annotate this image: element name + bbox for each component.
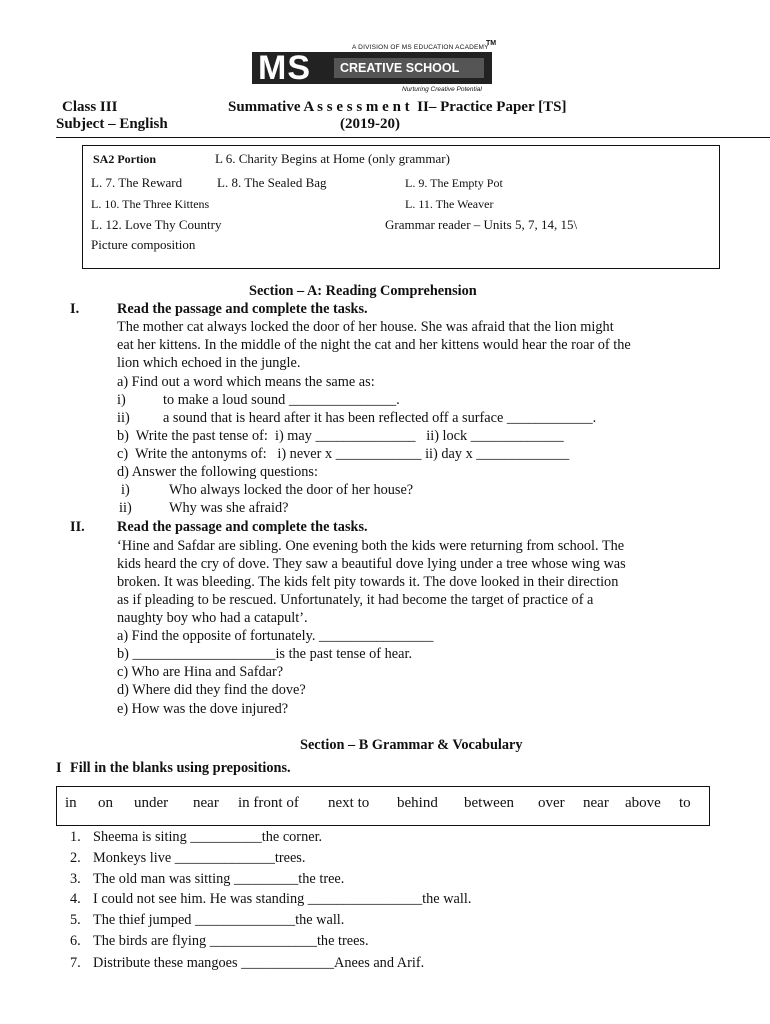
section-b-q-number: I: [56, 760, 62, 776]
sentence-number: 2.: [70, 850, 81, 866]
q1-task-a-i: to make a loud sound _______________.: [163, 392, 400, 408]
paper-year: (2019-20): [340, 116, 400, 132]
sentence-number: 4.: [70, 891, 81, 907]
sentence-number: 7.: [70, 955, 81, 971]
paper-title: Summative A s s e s s m e n t II– Practice Paper [TS]: [228, 99, 567, 115]
portion-lesson-12: L. 12. Love Thy Country: [91, 217, 222, 232]
q1-task-d-i-num: i): [121, 482, 130, 498]
preposition-word: behind: [397, 795, 438, 811]
portion-label: SA2 Portion: [93, 152, 156, 166]
preposition-word: to: [679, 795, 691, 811]
sentence-text: Distribute these mangoes _____________Anees and Arif.: [93, 955, 425, 971]
sentence-text: The birds are flying _______________the trees.: [93, 933, 369, 949]
q2-task: e) How was the dove injured?: [117, 701, 289, 717]
q1-task-d: d) Answer the following questions:: [117, 464, 318, 480]
preposition-word: over: [538, 795, 565, 811]
logo-school-name: CREATIVE SCHOOL: [340, 61, 460, 75]
sentence-number: 3.: [70, 871, 81, 887]
portion-lesson-10: L. 10. The Three Kittens: [91, 197, 210, 211]
q2-heading: Read the passage and complete the tasks.: [117, 519, 368, 535]
preposition-word: near: [193, 795, 219, 811]
q2-task: d) Where did they find the dove?: [117, 682, 306, 698]
q1-passage-line: The mother cat always locked the door of her house. She was afraid that the lion might: [117, 319, 614, 335]
q1-passage-line: eat her kittens. In the middle of the night the cat and her kittens would hear the roar of the: [117, 337, 631, 353]
q1-number: I.: [70, 301, 80, 317]
portion-grammar: Grammar reader – Units 5, 7, 14, 15\: [385, 217, 578, 232]
class-label: Class III: [62, 99, 118, 115]
prepositions-box: [56, 786, 710, 826]
q1-task-b: b) Write the past tense of: i) may ______________ ii) lock _____________: [117, 428, 564, 444]
q2-task: a) Find the opposite of fortunately. ________________: [117, 628, 434, 644]
q2-passage-line: as if pleading to be rescued. Unfortunately, it had become the target of practice of a: [117, 592, 594, 608]
q2-passage-line: broken. It was bleeding. The kids felt pity towards it. The dove looked in their direction: [117, 574, 619, 590]
preposition-word: near: [583, 795, 609, 811]
logo-ms: MS: [258, 49, 311, 87]
preposition-word: in front of: [238, 795, 299, 811]
section-b-q-text: Fill in the blanks using prepositions.: [70, 760, 291, 776]
q1-heading: Read the passage and complete the tasks.: [117, 301, 368, 317]
sentence-number: 5.: [70, 912, 81, 928]
q2-passage-line: naughty boy who had a catapult’.: [117, 610, 308, 626]
preposition-word: above: [625, 795, 661, 811]
preposition-word: under: [134, 795, 169, 811]
q1-task-a-ii: a sound that is heard after it has been reflected off a surface ____________.: [163, 410, 597, 426]
school-logo: [252, 40, 498, 98]
portion-lesson-7: L. 7. The Reward: [91, 175, 183, 190]
portion-picture: Picture composition: [91, 237, 196, 252]
sentence-text: The thief jumped ______________the wall.: [93, 912, 345, 928]
q2-passage-line: ‘Hine and Safdar are sibling. One evening both the kids were returning from school. The: [117, 538, 625, 554]
portion-lesson-8: L. 8. The Sealed Bag: [217, 175, 327, 190]
preposition-word: in: [65, 795, 77, 811]
sentence-text: Monkeys live ______________trees.: [93, 850, 306, 866]
q1-task-a: a) Find out a word which means the same as:: [117, 374, 375, 390]
sentence-text: Sheema is siting __________the corner.: [93, 829, 323, 845]
logo-tagline: Nurturing Creative Potential: [402, 86, 482, 93]
q1-task-d-i: Who always locked the door of her house?: [169, 482, 414, 498]
section-a-title: Section – A: Reading Comprehension: [249, 283, 477, 299]
q1-task-a-ii-num: ii): [117, 410, 130, 426]
q1-task-a-i-num: i): [117, 392, 126, 408]
sentence-number: 6.: [70, 933, 81, 949]
q1-task-d-ii-num: ii): [119, 500, 132, 516]
preposition-word: next to: [328, 795, 370, 811]
q2-number: II.: [70, 519, 85, 535]
q2-task: c) Who are Hina and Safdar?: [117, 664, 284, 680]
section-b-title: Section – B Grammar & Vocabulary: [300, 737, 523, 753]
portion-lesson-11: L. 11. The Weaver: [405, 197, 494, 211]
preposition-word: between: [464, 795, 514, 811]
portion-lesson-9: L. 9. The Empty Pot: [405, 176, 503, 190]
syllabus-portion-box: [82, 145, 720, 269]
header-divider: [56, 137, 770, 138]
sentence-text: The old man was sitting _________the tree.: [93, 871, 345, 887]
logo-trademark: TM: [486, 40, 497, 47]
q1-task-c: c) Write the antonyms of: i) never x ____________ ii) day x _____________: [117, 446, 570, 462]
sentence-number: 1.: [70, 829, 81, 845]
q2-passage-line: kids heard the cry of dove. They saw a beautiful dove lying under a tree whose wing was: [117, 556, 626, 572]
sentence-text: I could not see him. He was standing ________________the wall.: [93, 891, 472, 907]
q1-task-d-ii: Why was she afraid?: [169, 500, 289, 516]
portion-lesson-6: L 6. Charity Begins at Home (only grammar): [215, 151, 450, 166]
logo-division-text: A DIVISION OF MS EDUCATION ACADEMY: [352, 44, 489, 51]
q2-task: b) ____________________is the past tense of hear.: [117, 646, 413, 662]
q1-passage-line: lion which echoed in the jungle.: [117, 355, 301, 371]
preposition-word: on: [98, 795, 113, 811]
subject-label: Subject – English: [56, 116, 168, 132]
